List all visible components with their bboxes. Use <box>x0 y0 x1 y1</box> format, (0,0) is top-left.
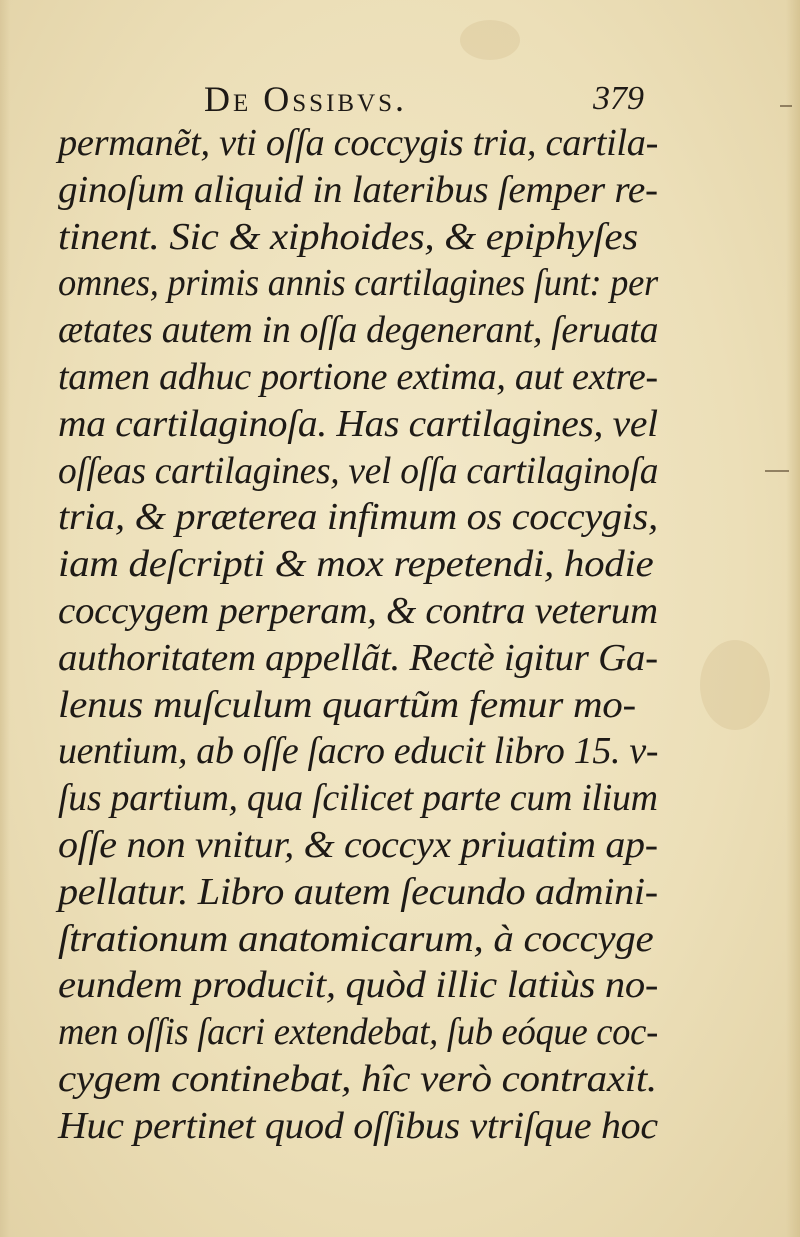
text-line: coccygem perperam, & contra veterum <box>58 589 658 632</box>
margin-mark <box>765 470 789 472</box>
text-line: tamen adhuc portione extima, aut extre- <box>58 355 658 398</box>
running-head: De Ossibvs. <box>204 79 408 119</box>
page-edge-shadow-left <box>0 0 10 1237</box>
page-header <box>204 78 644 122</box>
text-line: permanẽt, vti oſſa coccygis tria, cartila- <box>58 122 659 164</box>
text-line: ma cartilaginoſa. Has cartilagines, vel <box>58 402 658 445</box>
text-line: ginoſum aliquid in lateribus ſemper re- <box>58 168 658 211</box>
text-line: men oſſis ſacri extendebat, ſub eóque coc- <box>58 1011 659 1054</box>
text-line: tinent. Sic & xiphoides, & epiphyſes <box>58 215 638 258</box>
text-line: ſtrationum anatomicarum, à coccyge <box>58 917 654 960</box>
page-number: 379 <box>593 80 644 117</box>
body-text <box>58 120 658 1150</box>
text-line: omnes, primis annis cartilagines ſunt: per <box>58 262 658 305</box>
text-line: lenus muſculum quartũm femur mo- <box>58 683 636 726</box>
text-line: uentium, ab oſſe ſacro educit libro 15. v- <box>58 730 659 773</box>
text-line: tria, & præterea infimum os coccygis, <box>58 496 658 539</box>
text-line: oſſeas cartilagines, vel oſſa cartilaginoſa <box>58 449 659 492</box>
text-line: oſſe non vnitur, & coccyx priuatim ap- <box>58 823 658 866</box>
paper-stain <box>460 20 520 60</box>
text-line: ætates autem in oſſa degenerant, ſeruata <box>58 309 659 352</box>
text-line: cygem continebat, hîc verò contraxit. <box>58 1057 657 1100</box>
text-line: ſus partium, qua ſcilicet parte cum ilium <box>58 777 658 820</box>
paper-stain <box>700 640 770 730</box>
margin-mark <box>780 105 792 107</box>
page-edge-shadow-right <box>786 0 800 1237</box>
text-line: iam deſcripti & mox repetendi, hodie <box>58 543 654 586</box>
text-line: Huc pertinet quod oſſibus vtriſque hoc <box>58 1104 658 1147</box>
text-line: eundem producit, quòd illic latiùs no- <box>58 964 659 1007</box>
text-line: pellatur. Libro autem ſecundo admini- <box>58 870 658 913</box>
text-line: authoritatem appellãt. Rectè igitur Ga- <box>58 636 658 679</box>
